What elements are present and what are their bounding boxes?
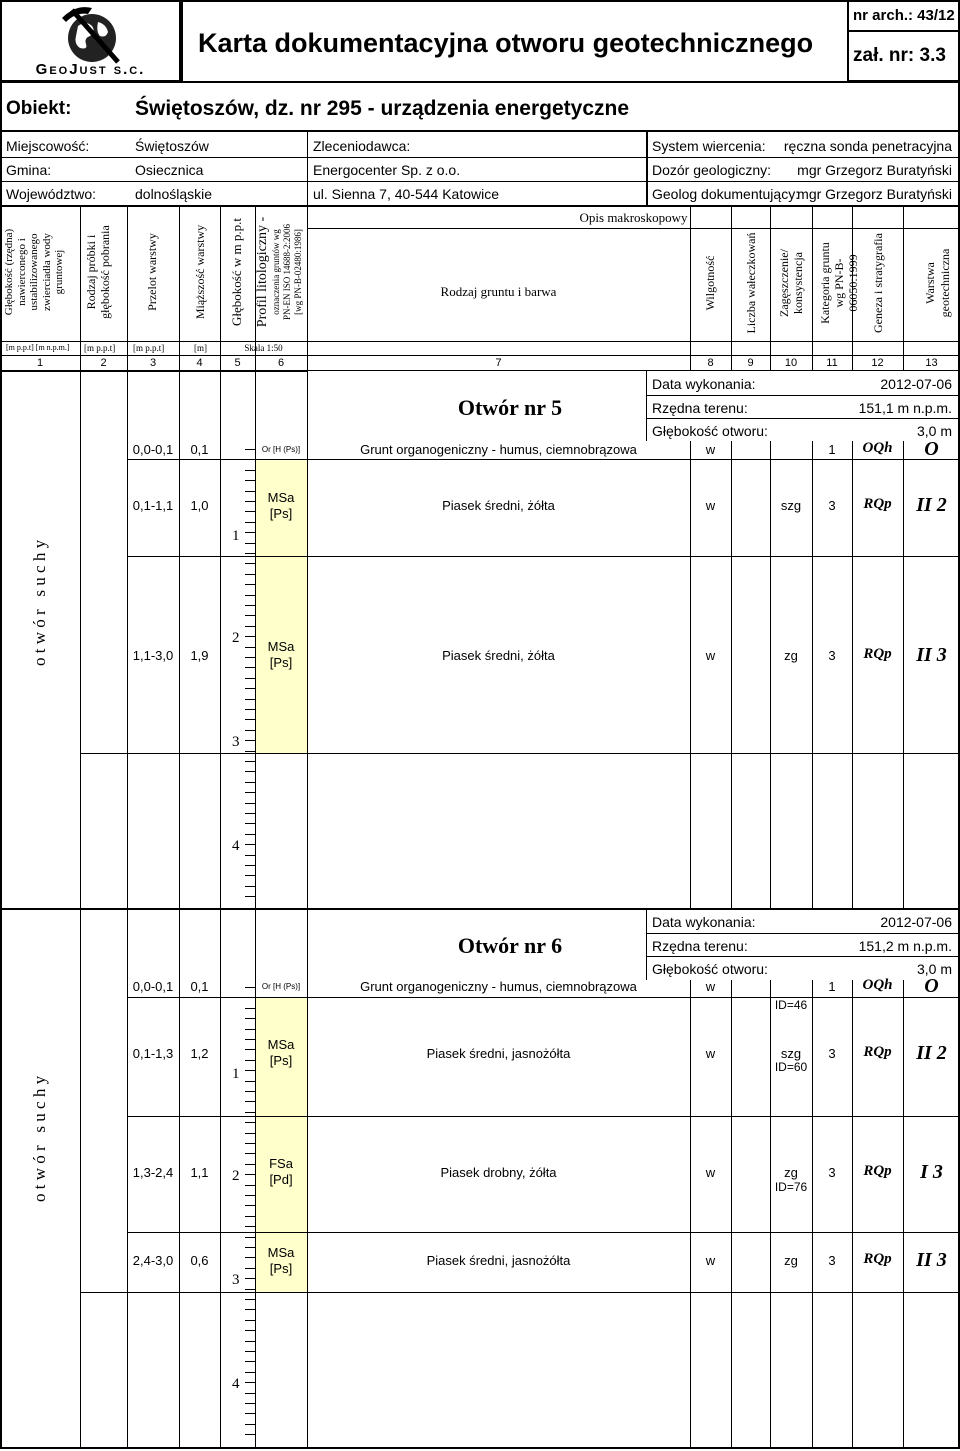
scale-tick (245, 782, 255, 783)
dozor-label: Dozór geologiczny: (652, 162, 772, 178)
header-col3: Przelot warstwy (145, 233, 159, 311)
dozor-value: mgr Grzegorz Buratyński (797, 162, 952, 178)
geneza: RQp (863, 1163, 892, 1179)
scale-tick (245, 699, 255, 700)
scale-tick (245, 647, 255, 648)
rzedna-label: Rzędna terenu: (652, 938, 748, 954)
scale-tick (245, 1361, 255, 1362)
scale-tick (245, 1289, 255, 1290)
wilgotnosc: w (705, 442, 716, 457)
scale-tick (245, 1216, 255, 1217)
col-number: 5 (234, 357, 241, 369)
header-col1: Głębokość (rzędna) nawierconego i ustabilizowanego zwierciadła wody gruntowej (3, 228, 65, 316)
scale-tick (245, 855, 255, 856)
col-number: 9 (747, 357, 754, 369)
scale-tick (245, 605, 255, 606)
scale-tick (245, 491, 255, 492)
scale-tick (245, 896, 255, 897)
header-col12: Geneza i stratygrafia (871, 233, 885, 333)
scale-tick (245, 626, 255, 627)
profile-symbol: MSa [Ps] (267, 490, 295, 521)
system-label: System wiercenia: (652, 138, 766, 154)
przelot: 0,0-0,1 (132, 979, 174, 994)
miazszosc: 1,2 (190, 1046, 209, 1061)
unit-col1: [m p.p.t] [m n.p.m.] (6, 343, 70, 352)
wilgotnosc: w (705, 1046, 716, 1061)
scale-tick (245, 987, 255, 988)
scale-tick (245, 667, 255, 668)
miejscowosc-value: Świętoszów (135, 138, 209, 154)
scale-tick (245, 997, 255, 998)
scale-tick (245, 1185, 255, 1186)
scale-tick (245, 1029, 255, 1030)
scale-tick (245, 1413, 255, 1414)
id-value: ID=60 (774, 1060, 808, 1074)
gmina-value: Osiecznica (135, 162, 204, 178)
header-col4: Miąższość warstwy (193, 224, 207, 320)
wilgotnosc: w (705, 1253, 716, 1268)
scale-tick (245, 501, 255, 502)
wojewodztwo-value: dolnośląskie (135, 186, 213, 202)
wojewodztwo-label: Województwo: (6, 186, 97, 202)
header-opis: Opis makroskopowy (579, 210, 688, 225)
miejscowosc-label: Miejscowość: (6, 138, 90, 154)
scale-tick (245, 823, 255, 824)
col-number: 12 (871, 357, 884, 369)
geneza: RQp (863, 1251, 892, 1267)
zleceniodawca-label: Zleceniodawca: (313, 138, 411, 154)
rzedna-value: 151,1 m n.p.m. (858, 400, 952, 416)
miazszosc: 1,9 (190, 648, 209, 663)
warstwa: II 2 (916, 494, 947, 516)
scale-tick (245, 875, 255, 876)
header-col11: Kategoria gruntu wg PN-B-06050:1999 (818, 242, 860, 324)
przelot: 0,1-1,1 (132, 498, 174, 513)
scale-tick (245, 719, 255, 720)
geolog-value: mgr Grzegorz Buratyński (797, 186, 952, 202)
scale-tick (245, 1112, 255, 1113)
page-title: Karta dokumentacyjna otworu geotechnicznego (198, 28, 814, 58)
profile-symbol: FSa [Pd] (269, 1156, 293, 1187)
scale-tick (245, 792, 255, 793)
geneza: OQh (862, 977, 893, 993)
scale-tick (245, 553, 255, 554)
header-col7: Rodzaj gruntu i barwa (440, 284, 557, 299)
system-value: ręczna sonda penetracyjna (783, 138, 952, 154)
header-col5: Głębokość w m p.p.t (229, 218, 244, 326)
col-number: 8 (707, 357, 714, 369)
logo (0, 0, 181, 82)
scale-tick (245, 1070, 255, 1071)
scale-tick (245, 480, 255, 481)
przelot: 1,1-3,0 (132, 648, 174, 663)
data-value: 2012-07-06 (880, 376, 952, 392)
zageszczenie: zg (784, 1165, 798, 1180)
depth-mark: 3 (232, 734, 240, 750)
kategoria: 3 (828, 1253, 836, 1268)
header-col9: Liczba wałeczkowań (744, 232, 758, 334)
attachment-number: zał. nr: 3.3 (853, 45, 946, 66)
glebokosc-label: Głębokość otworu: (652, 423, 768, 439)
scale-tick (245, 470, 255, 471)
scale-tick (245, 813, 255, 814)
przelot: 0,0-0,1 (132, 442, 174, 457)
zageszczenie: zg (784, 648, 798, 663)
scale-tick (245, 1309, 255, 1310)
scale-tick (245, 1164, 255, 1165)
scale-tick (245, 595, 255, 596)
kategoria: 3 (828, 498, 836, 513)
col-number: 4 (196, 357, 203, 369)
col-number: 2 (100, 357, 107, 369)
glebokosc-label: Głębokość otworu: (652, 961, 768, 977)
miazszosc: 1,0 (190, 498, 209, 513)
scale-tick (245, 730, 255, 731)
scale-tick (245, 1257, 255, 1258)
scale-tick (245, 751, 255, 752)
warstwa: II 2 (916, 1042, 947, 1064)
scale-tick (245, 1060, 255, 1061)
scale-tick (245, 1133, 255, 1134)
scale-tick (245, 574, 255, 575)
unit-scale: Skala 1:50 (244, 343, 283, 353)
miazszosc: 0,1 (190, 979, 209, 994)
zleceniodawca-name: Energocenter Sp. z o.o. (313, 162, 461, 178)
object-value: Świętoszów, dz. nr 295 - urządzenia energetyczne (135, 97, 630, 120)
scale-tick (245, 1018, 255, 1019)
water-table-note: o t w ó r s u c h y (30, 539, 49, 666)
col-number: 10 (784, 357, 798, 369)
scale-tick (245, 834, 255, 835)
profile-symbol: MSa [Ps] (267, 1245, 295, 1276)
kategoria: 3 (828, 1165, 836, 1180)
gmina-label: Gmina: (6, 162, 52, 178)
geneza: RQp (863, 1044, 892, 1060)
geneza: RQp (863, 646, 892, 662)
scale-tick (245, 1039, 255, 1040)
depth-mark: 1 (232, 1066, 240, 1082)
soil-description: Piasek drobny, żółta (440, 1165, 557, 1180)
header-col2: Rodzaj próbki i głębokość pobrania (84, 225, 112, 319)
scale-tick (245, 1424, 255, 1425)
scale-tick (245, 709, 255, 710)
kategoria: 3 (828, 648, 836, 663)
scale-tick (245, 1382, 255, 1383)
scale-tick (245, 449, 255, 450)
scale-tick (245, 543, 255, 544)
borehole-title: Otwór nr 5 (457, 395, 563, 420)
rzedna-value: 151,2 m n.p.m. (858, 938, 952, 954)
scale-tick (245, 1122, 255, 1123)
zageszczenie: szg (780, 498, 802, 513)
scale-tick (245, 1341, 255, 1342)
scale-tick (245, 1008, 255, 1009)
kategoria: 1 (828, 979, 836, 994)
data-label: Data wykonania: (652, 914, 756, 930)
globe-pickaxe-icon (52, 4, 132, 66)
geolog-label: Geolog dokumentujący: (652, 186, 800, 202)
scale-tick (245, 1247, 255, 1248)
scale-tick (245, 865, 255, 866)
scale-tick (245, 1330, 255, 1331)
glebokosc-value: 3,0 m (916, 423, 952, 439)
przelot: 1,3-2,4 (132, 1165, 174, 1180)
scale-tick (245, 886, 255, 887)
zleceniodawca-address: ul. Sienna 7, 40-544 Katowice (313, 186, 500, 202)
depth-mark: 3 (232, 1272, 240, 1288)
scale-tick (245, 532, 255, 533)
scale-tick (245, 522, 255, 523)
warstwa: II 3 (916, 1249, 947, 1271)
header-col10: Zagęszczenie/ konsystencja (777, 249, 805, 317)
depth-mark: 2 (232, 1168, 240, 1184)
scale-tick (245, 1403, 255, 1404)
scale-tick (245, 1320, 255, 1321)
scale-tick (245, 1372, 255, 1373)
wilgotnosc: w (705, 1165, 716, 1180)
warstwa: I 3 (920, 1161, 943, 1183)
profile-symbol: Or [H (Ps)] (261, 445, 301, 454)
geneza: OQh (862, 440, 893, 456)
warstwa: O (924, 975, 939, 997)
archive-number: nr arch.: 43/12 (853, 7, 955, 24)
wilgotnosc: w (705, 498, 716, 513)
scale-tick (245, 1143, 255, 1144)
header-col6: Profil litologiczny - oznaczenia gruntów wg PN-EN ISO 14688-2:2006 [wg PN-B-02480:1986] (255, 216, 303, 328)
scale-tick (245, 1278, 255, 1279)
scale-tick (245, 1101, 255, 1102)
id-value: ID=46 (774, 998, 808, 1012)
scale-tick (245, 1393, 255, 1394)
borehole-title: Otwór nr 6 (457, 933, 563, 958)
scale-tick (245, 1351, 255, 1352)
scale-tick (245, 636, 255, 637)
geneza: RQp (863, 496, 892, 512)
col-number: 13 (925, 357, 938, 369)
profile-symbol: MSa [Ps] (267, 639, 295, 670)
scale-tick (245, 459, 255, 460)
miazszosc: 0,6 (190, 1253, 209, 1268)
miazszosc: 1,1 (190, 1165, 209, 1180)
scale-tick (245, 584, 255, 585)
scale-tick (245, 1049, 255, 1050)
zageszczenie: zg (784, 1253, 798, 1268)
col-number: 7 (495, 357, 502, 369)
header-col8: Wilgotność (703, 255, 717, 311)
id-value: ID=76 (774, 1180, 808, 1194)
water-table-note: o t w ó r s u c h y (30, 1075, 49, 1202)
scale-tick (245, 740, 255, 741)
profile-symbol: Or [H (Ps)] (261, 982, 301, 991)
scale-tick (245, 761, 255, 762)
scale-tick (245, 688, 255, 689)
scale-tick (245, 1174, 255, 1175)
kategoria: 1 (828, 442, 836, 457)
scale-tick (245, 1299, 255, 1300)
unit-col4: [m] (194, 343, 207, 353)
soil-description: Grunt organogeniczny - humus, ciemnobrązowa (360, 442, 637, 457)
scale-tick (245, 1434, 255, 1435)
wilgotnosc: w (705, 648, 716, 663)
przelot: 0,1-1,3 (132, 1046, 174, 1061)
soil-description: Piasek średni, jasnożółta (426, 1253, 571, 1268)
col-number: 11 (826, 357, 838, 369)
object-label: Obiekt: (6, 98, 72, 119)
zageszczenie: szg (780, 1046, 802, 1061)
scale-tick (245, 771, 255, 772)
data-label: Data wykonania: (652, 376, 756, 392)
scale-tick (245, 657, 255, 658)
scale-tick (245, 511, 255, 512)
depth-mark: 4 (232, 838, 240, 854)
kategoria: 3 (828, 1046, 836, 1061)
warstwa: O (924, 438, 939, 460)
header-col13: Warstwa geotechniczna (923, 248, 952, 318)
logo-text: GeoJust s.c. (35, 61, 146, 78)
rzedna-label: Rzędna terenu: (652, 400, 748, 416)
data-value: 2012-07-06 (880, 914, 952, 930)
scale-tick (245, 1091, 255, 1092)
unit-col3: [m p.p.t] (133, 343, 165, 353)
przelot: 2,4-3,0 (132, 1253, 174, 1268)
scale-tick (245, 1237, 255, 1238)
scale-tick (245, 1226, 255, 1227)
scale-tick (245, 1205, 255, 1206)
depth-mark: 1 (232, 528, 240, 544)
unit-col2: [m p.p.t] (84, 343, 116, 353)
scale-tick (245, 563, 255, 564)
depth-mark: 4 (232, 1376, 240, 1392)
scale-tick (245, 1195, 255, 1196)
col-number: 1 (36, 357, 44, 369)
scale-tick (245, 1153, 255, 1154)
profile-symbol: MSa [Ps] (267, 1037, 295, 1068)
scale-tick (245, 1081, 255, 1082)
col-number: 6 (277, 357, 285, 369)
glebokosc-value: 3,0 m (916, 961, 952, 977)
scale-tick (245, 615, 255, 616)
miazszosc: 0,1 (190, 442, 209, 457)
scale-tick (245, 678, 255, 679)
col-number: 3 (149, 357, 157, 369)
depth-mark: 2 (232, 630, 240, 646)
wilgotnosc: w (705, 979, 716, 994)
soil-description: Piasek średni, żółta (442, 498, 555, 513)
soil-description: Grunt organogeniczny - humus, ciemnobrązowa (360, 979, 637, 994)
scale-tick (245, 844, 255, 845)
scale-tick (245, 803, 255, 804)
scale-tick (245, 1268, 255, 1269)
soil-description: Piasek średni, jasnożółta (426, 1046, 571, 1061)
warstwa: II 3 (916, 644, 947, 666)
soil-description: Piasek średni, żółta (442, 648, 555, 663)
